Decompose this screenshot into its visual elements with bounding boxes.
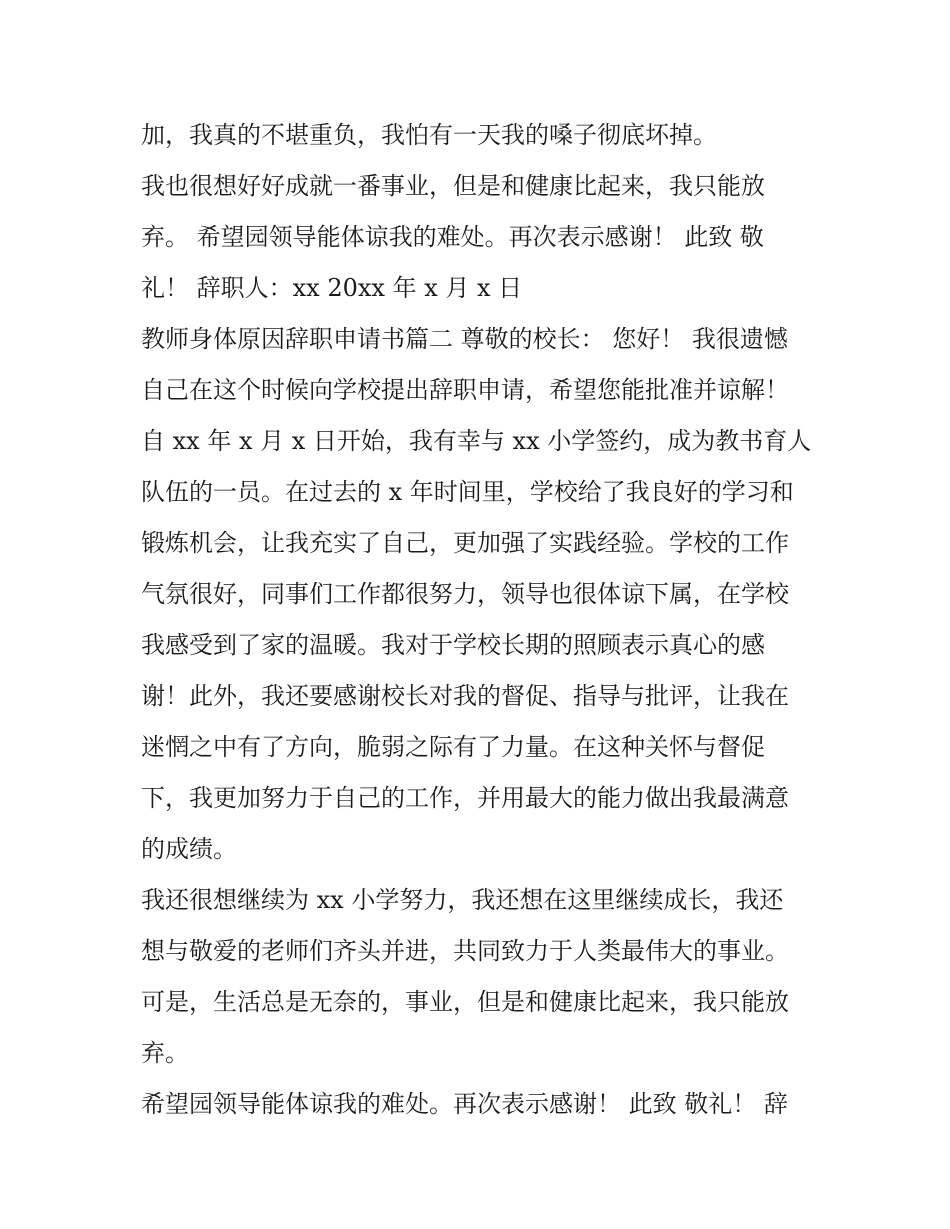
text-line-20: 希望园领导能体谅我的难处。再次表示感谢！ 此致 敬礼！ 辞	[141, 1090, 788, 1118]
text-line-6: 自己在这个时候向学校提出辞职申请，希望您能批准并谅解！	[141, 376, 789, 404]
text-line-3: 弃。 希望园领导能体谅我的难处。再次表示感谢！ 此致 敬	[141, 223, 764, 251]
text-line-16: 我还很想继续为 xx 小学努力，我还想在这里继续成长，我还	[141, 886, 784, 914]
text-line-2: 我也很想好好成就一番事业，但是和健康比起来，我只能放	[141, 172, 765, 200]
text-line-12: 谢！此外，我还要感谢校长对我的督促、指导与批评，让我在	[141, 682, 789, 710]
text-line-13: 迷惘之中有了方向，脆弱之际有了力量。在这种关怀与督促	[141, 733, 765, 761]
text-line-8: 队伍的一员。在过去的 x 年时间里，学校给了我良好的学习和	[141, 478, 794, 506]
text-line-14: 下，我更加努力于自己的工作，并用最大的能力做出我最满意	[141, 784, 789, 812]
text-line-15: 的成绩。	[141, 835, 237, 863]
text-line-17: 想与敬爱的老师们齐头并进，共同致力于人类最伟大的事业。	[141, 937, 789, 965]
text-line-4: 礼！ 辞职人：xx 20xx 年 x 月 x 日	[141, 274, 523, 302]
text-line-7: 自 xx 年 x 月 x 日开始，我有幸与 xx 小学签约，成为教书育人	[141, 427, 812, 455]
document-body	[141, 110, 821, 1130]
text-line-10: 气氛很好，同事们工作都很努力，领导也很体谅下属，在学校	[141, 580, 789, 608]
text-line-5: 教师身体原因辞职申请书篇二 尊敬的校长： 您好！ 我很遗憾	[141, 325, 788, 353]
text-line-11: 我感受到了家的温暖。我对于学校长期的照顾表示真心的感	[141, 631, 765, 659]
text-line-1: 加，我真的不堪重负，我怕有一天我的嗓子彻底坏掉。	[141, 121, 717, 149]
text-line-9: 锻炼机会，让我充实了自己，更加强了实践经验。学校的工作	[141, 529, 789, 557]
text-line-19: 弃。	[141, 1039, 189, 1067]
text-line-18: 可是，生活总是无奈的，事业，但是和健康比起来，我只能放	[141, 988, 789, 1016]
